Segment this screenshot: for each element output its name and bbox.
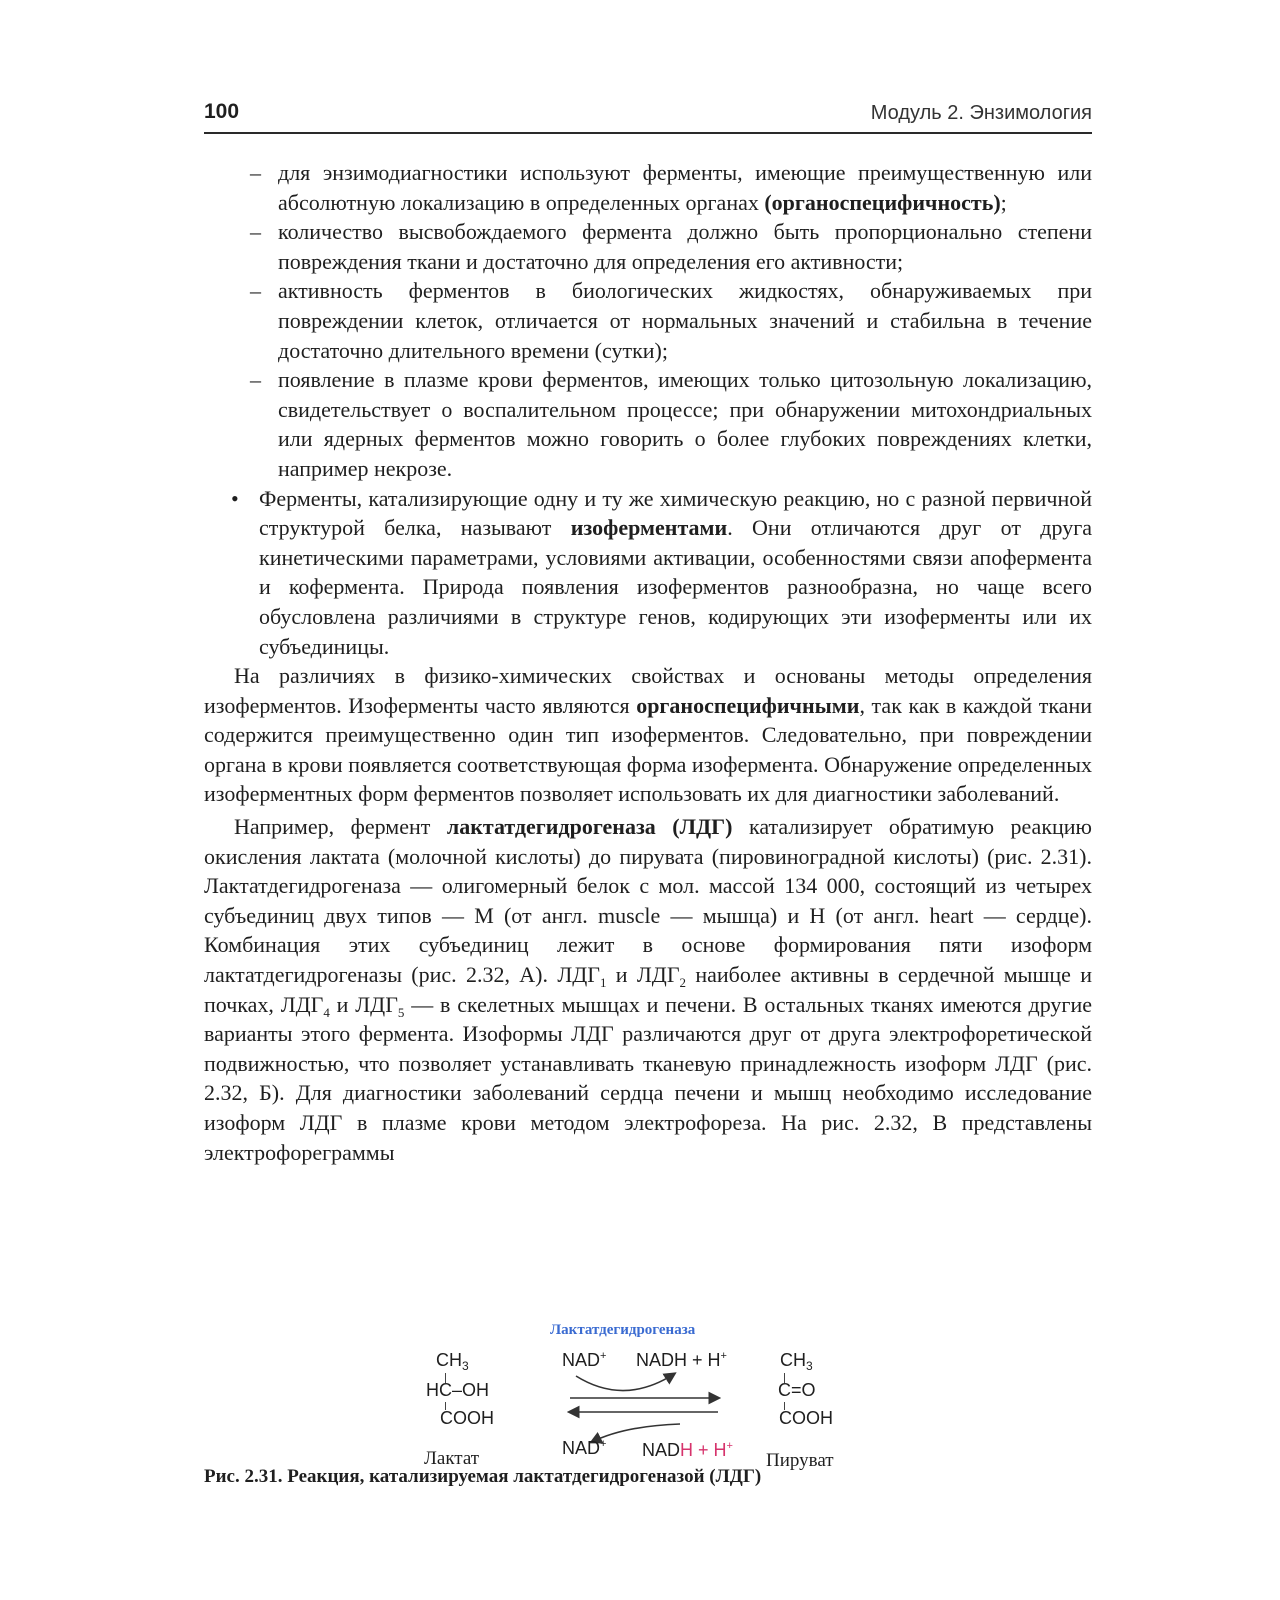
dash-marker: – — [250, 219, 261, 245]
pyruvate-co: C=O — [778, 1380, 816, 1400]
paragraph-text: наиболее активны в сердечной мышце и почках, — [204, 962, 1093, 1017]
pyruvate-ch3: $CH_3$ — [780, 1350, 813, 1373]
dash-marker: – — [250, 278, 261, 304]
ldh-isoform: $ЛДГ_4$ — [280, 991, 330, 1020]
paragraph-ldh — [204, 812, 1092, 1167]
list-item-text: для энзимодиагностики используют ферменты, имеющие преимущественную или абсолютную локализацию в определенных органах — [278, 160, 1092, 215]
running-title: Модуль 2. Энзимология — [870, 102, 1092, 124]
pyruvate-label: Пируват — [766, 1450, 834, 1471]
list-item — [204, 276, 1092, 365]
list-item — [204, 365, 1092, 483]
paragraph-text: На различиях в физико-химических свойствах и основаны методы определения изоферментов. Изоферменты часто являются — [204, 663, 1092, 718]
pyruvate-cooh: COOH — [779, 1408, 833, 1428]
ldh-isoform: $ЛДГ_1$ — [557, 962, 607, 991]
conjunction: и — [336, 991, 349, 1017]
nadh-top: NADH + H+ — [636, 1350, 727, 1370]
criteria-list — [204, 158, 1092, 484]
paragraph-text: катализирует обратимую реакцию окисления лактата (молочной кислоты) до пирувата (пировиноградной кислоты) (рис. 2.31). Лактатдегидрогеназа — олигомерный белок с мол. массой 134 000, состоящий из четырех субъединиц двух типов — М (от англ. muscle — мышца) и Н (от англ. heart — сердце). Комбинация этих субъединиц лежит в основе формирования пяти изоформ лактатдегидрогеназы (рис. 2.32, А). — [204, 814, 1092, 988]
page-header — [204, 96, 1092, 134]
list-item — [204, 158, 1092, 217]
term-isoenzymes: изоферментами — [570, 515, 728, 541]
reaction-arrows — [204, 1318, 1092, 1518]
dash-marker: – — [250, 160, 261, 185]
bullet-text-after: . Они отличаются друг от друга кинетическими параметрами, условиями активации, особенностями связи апофермента и кофермента. Природа появления изоферментов разнообразна, но чаще всего обусловлена различиями в структуре генов, кодирующих эти изоферменты или их субъединицы. — [259, 515, 1092, 659]
paragraph-text: — в скелетных мышцах и печени. В остальных тканях имеются другие варианты этого фермента. Изоформы ЛДГ различаются друг от друга электрофоретической подвижностью, что позволяет устанавливать тканевую принадлежность изоформ ЛДГ (рис. 2.32, Б). Для диагностики заболеваний сердца печени и мышц необходимо исследование изоформ ЛДГ в плазме крови методом электрофореза. На рис. 2.32, В представлены электрофореграммы — [204, 991, 1092, 1165]
nad-bottom: NAD+ — [562, 1438, 607, 1458]
ldh-isoform: $ЛДГ_5$ — [355, 991, 405, 1020]
list-item-text: появление в плазме крови ферментов, имеющих только цитозольную локализацию, свидетельствует о воспалительном процессе; при обнаружении митохондриальных или ядерных ферментов можно говорить о более глубоких повреждениях клетки, например некрозе. — [278, 367, 1092, 481]
paragraph-text: Например, фермент — [234, 814, 431, 840]
lactate-hcoh: HC–OH — [426, 1380, 490, 1400]
bullet-marker: • — [231, 485, 239, 511]
nad-top: NAD+ — [562, 1350, 607, 1370]
nadh-bottom: NADH + H+ — [642, 1440, 733, 1460]
paragraph-text: , так как в каждой ткани содержится преимущественно один тип изоферментов. Следовательно, при повреждении органа в крови появляется соответствующая форма изофермента. Обнаружение определенных изоферментных форм ферментов позволяет использовать их для диагностики заболеваний. — [204, 692, 1092, 807]
page-number: 100 — [204, 100, 240, 123]
figure-ldh-reaction — [204, 1318, 1092, 1518]
list-item-text: количество высвобождаемого фермента должно быть пропорционально степени повреждения ткани и достаточно для определения его активности; — [278, 219, 1092, 274]
body-text — [204, 158, 1092, 1167]
lactate-cooh: COOH — [440, 1408, 494, 1428]
term-ldh: лактатдегидрогеназа (ЛДГ) — [446, 814, 733, 840]
list-item-tail: ; — [1000, 189, 1007, 215]
conjunction: и — [615, 962, 628, 988]
bullet-item-isoenzymes — [204, 484, 1092, 662]
ldh-isoform: $ЛДГ_2$ — [636, 962, 687, 991]
lactate-label: Лактат — [424, 1448, 480, 1469]
paragraph-isoenzyme-methods — [204, 661, 1092, 809]
term-organospecificity: (органоспецифичность) — [764, 189, 1001, 215]
list-item-text: активность ферментов в биологических жидкостях, обнаруживаемых при повреждении клеток, отличается от нормальных значений и стабильна в течение достаточно длительного времени (сутки); — [278, 278, 1092, 363]
figure-caption: Рис. 2.31. Реакция, катализируемая лактатдегидрогеназой (ЛДГ) — [204, 1466, 762, 1487]
enzyme-label: Лактатдегидрогеназа — [550, 1322, 696, 1338]
bullet-text-before: Ферменты, катализирующие одну и ту же химическую реакцию, но с разной первичной структурой белка, называют — [259, 485, 1092, 541]
cofactor-arrow-forward — [576, 1374, 674, 1391]
dash-marker: – — [250, 367, 261, 393]
list-item — [204, 217, 1092, 276]
lactate-ch3: $CH_3$ — [436, 1350, 469, 1373]
term-organospecific: органоспецифичными — [636, 692, 860, 718]
